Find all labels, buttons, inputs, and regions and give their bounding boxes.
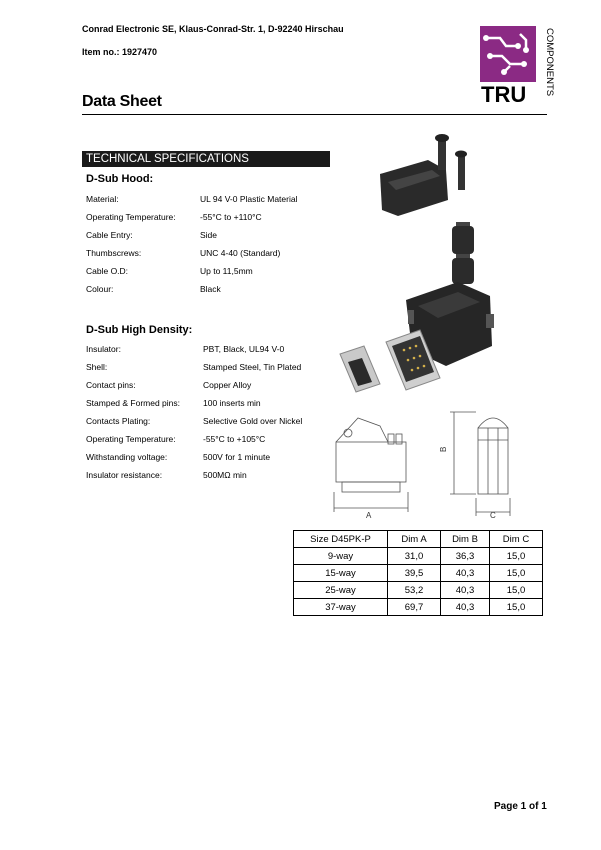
spec-label: Insulator resistance: [86, 470, 163, 480]
spec-value: 500V for 1 minute [203, 452, 271, 462]
header-cell: Dim C [490, 531, 543, 548]
spec-label: Contacts Plating: [86, 416, 151, 426]
header-cell: Dim A [388, 531, 441, 548]
header-cell: Size D45PK-P [294, 531, 388, 548]
spec-label: Stamped & Formed pins: [86, 398, 181, 408]
spec-value: Stamped Steel, Tin Plated [203, 362, 302, 372]
spec-value: Copper Alloy [203, 380, 252, 390]
hood-heading: D-Sub Hood: [86, 173, 154, 185]
table-header-row [294, 531, 543, 548]
spec-value: Side [200, 230, 218, 240]
table-row [294, 582, 543, 599]
spec-value: Selective Gold over Nickel [203, 416, 303, 426]
table-cell: 31,0 [388, 548, 441, 565]
spec-label: Contact pins: [86, 380, 136, 390]
spec-value: 100 inserts min [203, 398, 261, 408]
cable-grommet-image [452, 222, 474, 284]
table-cell: 25-way [294, 582, 388, 599]
table-cell: 40,3 [441, 582, 490, 599]
table-cell: 9-way [294, 548, 388, 565]
side-view-drawing [450, 412, 510, 516]
spec-value: Up to 11,5mm [200, 266, 253, 276]
hood-top-image [380, 134, 467, 216]
title-divider [82, 114, 547, 115]
table-row [294, 548, 543, 565]
spec-label: Colour: [86, 284, 114, 294]
spec-value: UNC 4-40 (Standard) [200, 248, 281, 258]
logo-text: TRU [481, 82, 527, 107]
spec-value: Black [200, 284, 221, 294]
hd-heading: D-Sub High Density: [86, 324, 193, 336]
spec-value: -55°C to +110°C [200, 212, 262, 222]
table-cell: 15,0 [490, 599, 543, 616]
item-number: Item no.: 1927470 [82, 47, 158, 57]
table-cell: 15,0 [490, 548, 543, 565]
tru-components-logo [480, 26, 555, 107]
spec-label: Cable Entry: [86, 230, 133, 240]
spec-label: Insulator: [86, 344, 121, 354]
spec-label: Material: [86, 194, 119, 204]
dim-a-label: A [366, 511, 372, 520]
header-cell: Dim B [441, 531, 490, 548]
table-cell: 40,3 [441, 565, 490, 582]
dimensions-table [293, 530, 543, 616]
product-illustration [328, 130, 528, 520]
spec-label: Operating Temperature: [86, 434, 176, 444]
spec-value: 500MΩ min [203, 470, 247, 480]
table-cell: 40,3 [441, 599, 490, 616]
spec-label: Shell: [86, 362, 108, 372]
page-title: Data Sheet [82, 93, 162, 110]
front-view-drawing [334, 418, 408, 512]
table-cell: 37-way [294, 599, 388, 616]
spec-label: Cable O.D: [86, 266, 129, 276]
tech-spec-banner: TECHNICAL SPECIFICATIONS [82, 151, 330, 167]
table-cell: 39,5 [388, 565, 441, 582]
table-cell: 69,7 [388, 599, 441, 616]
table-row [294, 565, 543, 582]
logo-subtext: COMPONENTS [544, 28, 555, 97]
table-cell: 36,3 [441, 548, 490, 565]
table-cell: 15,0 [490, 582, 543, 599]
spec-value: -55°C to +105°C [203, 434, 266, 444]
spec-value: PBT, Black, UL94 V-0 [203, 344, 285, 354]
company-address: Conrad Electronic SE, Klaus-Conrad-Str. 1, D-92240 Hirschau [82, 24, 344, 34]
spec-label: Thumbscrews: [86, 248, 142, 258]
spec-value: UL 94 V-0 Plastic Material [200, 194, 298, 204]
table-row [294, 599, 543, 616]
spec-label: Operating Temperature: [86, 212, 176, 222]
table-cell: 53,2 [388, 582, 441, 599]
table-cell: 15,0 [490, 565, 543, 582]
dim-b-label: B [439, 446, 448, 452]
dsub-female-image [340, 346, 380, 392]
page-number: Page 1 of 1 [494, 801, 547, 812]
table-cell: 15-way [294, 565, 388, 582]
dim-c-label: C [490, 511, 496, 520]
spec-label: Withstanding voltage: [86, 452, 168, 462]
